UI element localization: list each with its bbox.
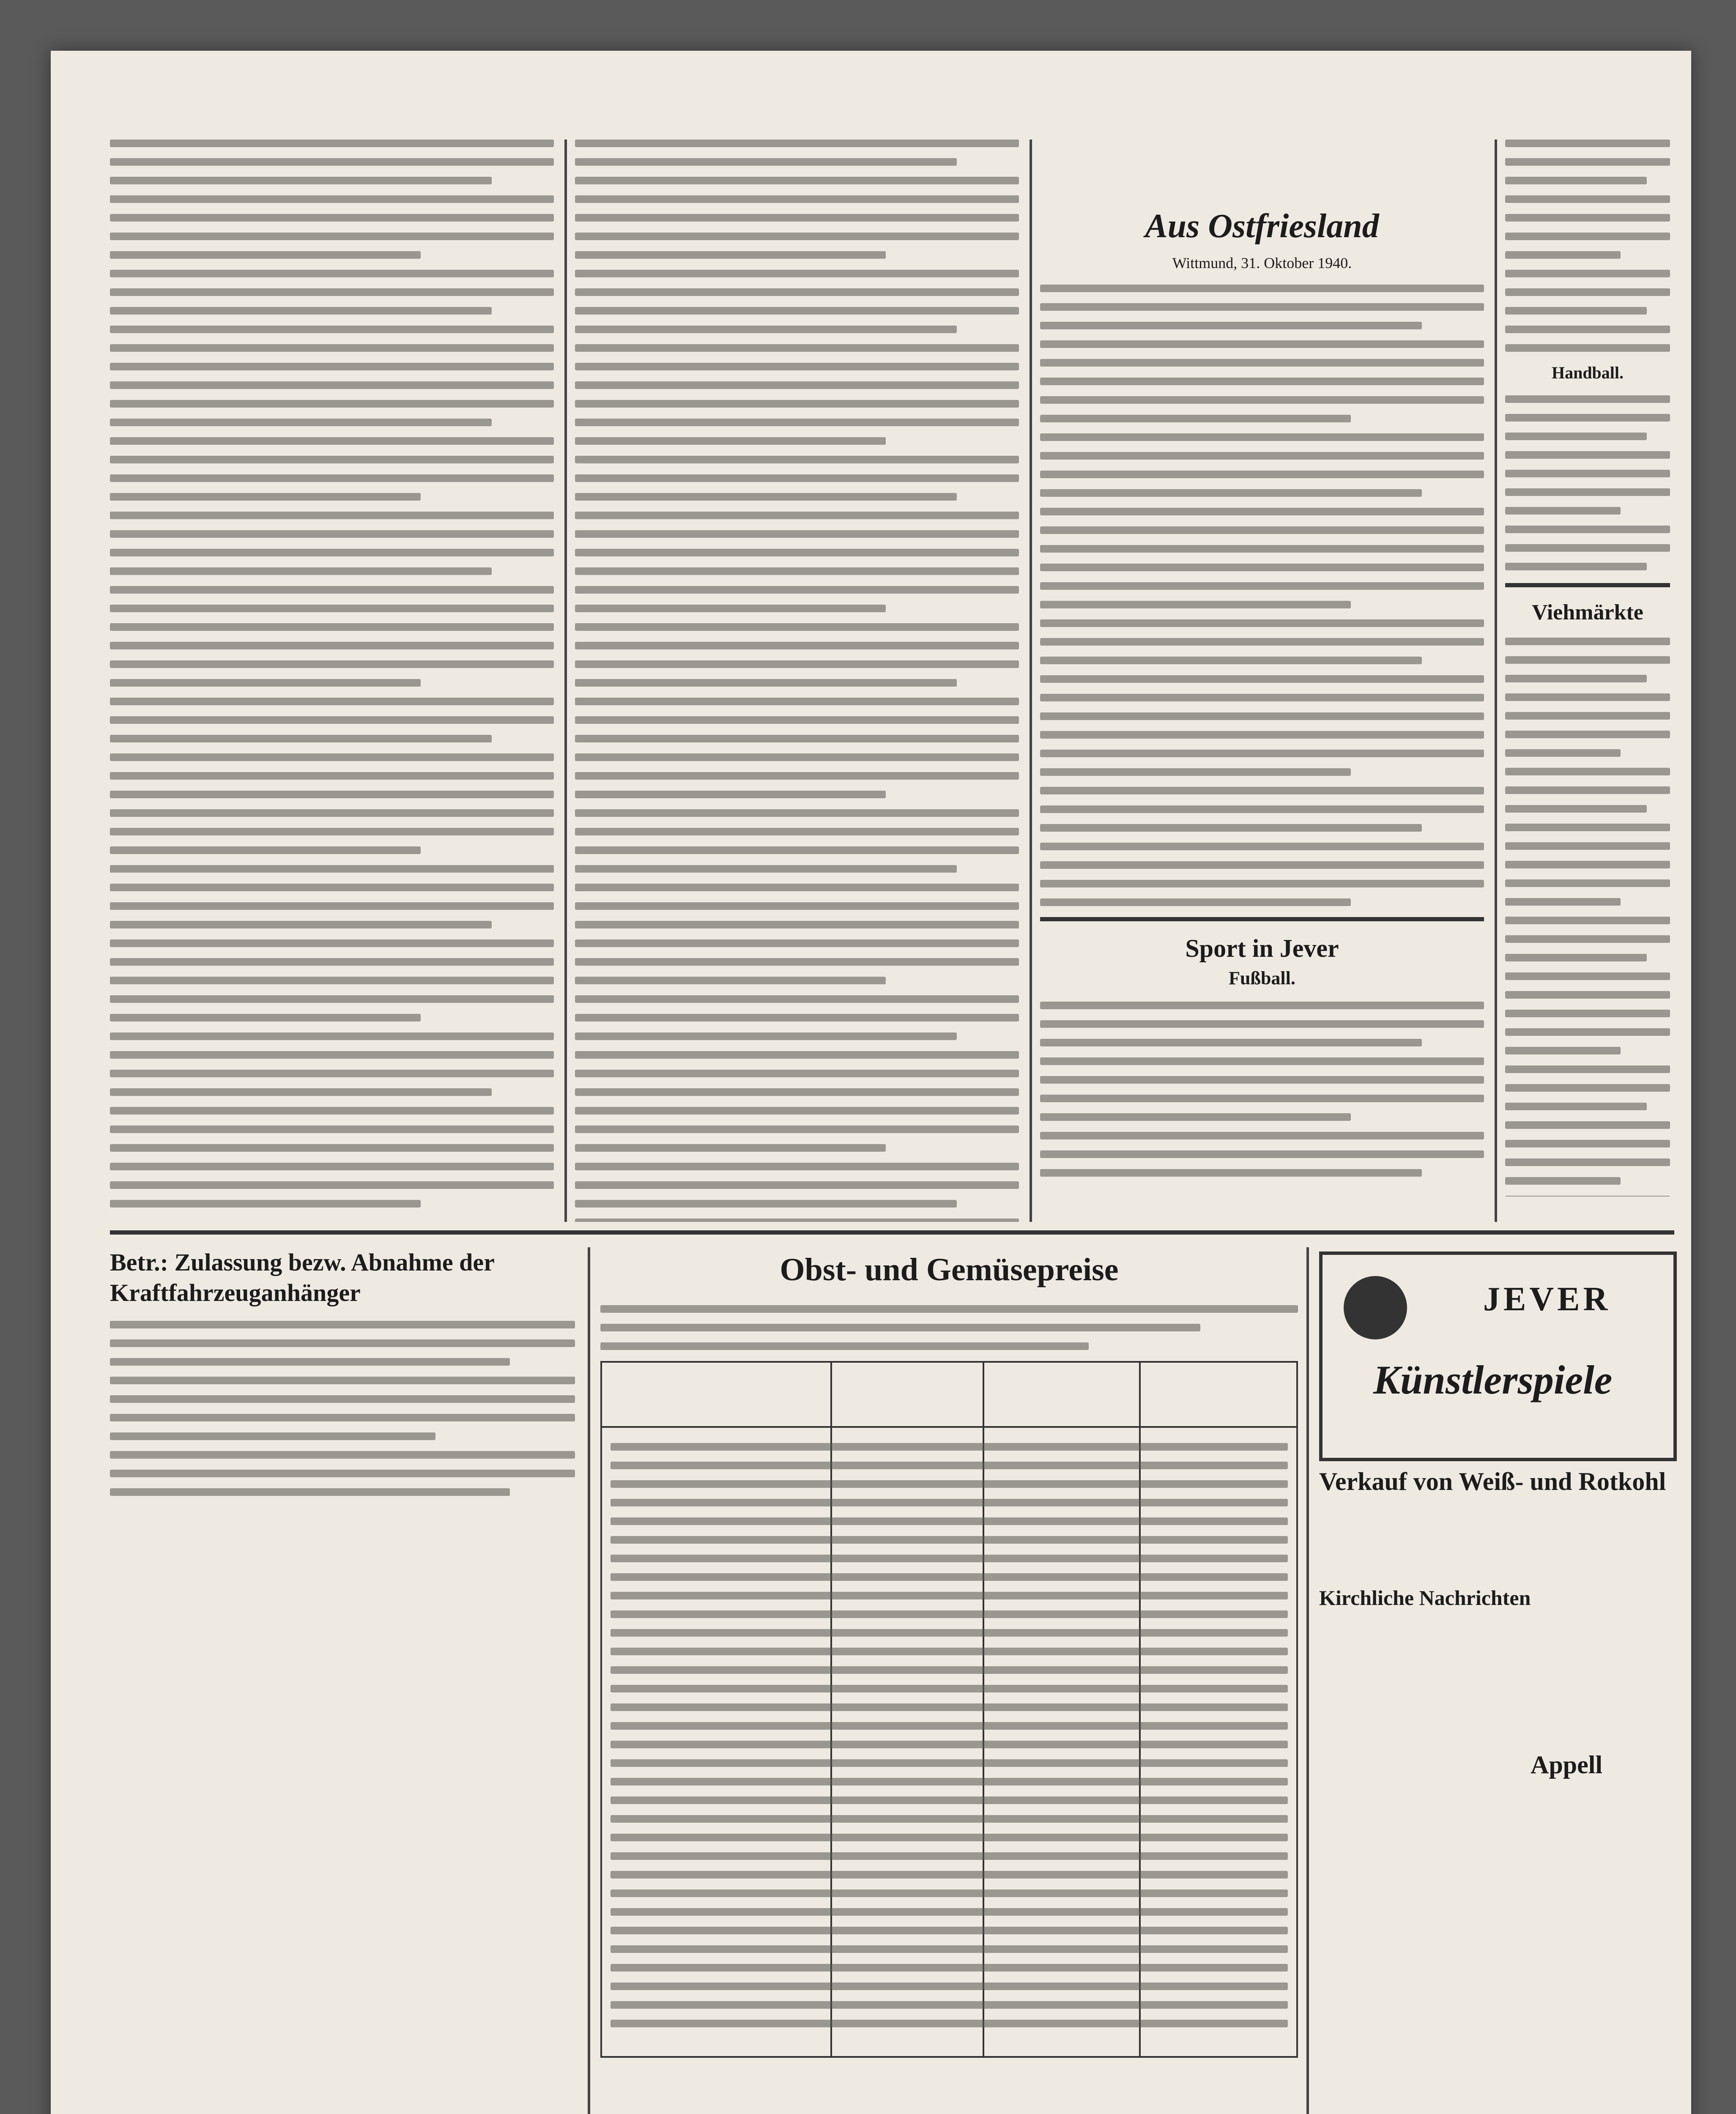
section-divider [110,1230,1674,1235]
football-heading: Fußball. [1229,968,1295,989]
regional-column-heading: Aus Ostfriesland [1145,208,1379,245]
news-column-4 [1505,140,1670,1197]
news-column-1 [110,140,554,1222]
blackout-notice-box [1501,1125,1670,1209]
livestock-heading: Viehmärkte [1532,600,1643,624]
produce-prices [600,1247,1298,2114]
newspaper-page [51,51,1691,2114]
trailer-notice-heading: Betr.: Zulassung bezw. Abnahme der Kraftfahrzeuganhänger [110,1249,494,1306]
cinema-town: JEVER [1483,1281,1611,1318]
regional-dateline: Wittmund, 31. Oktober 1940. [1172,255,1352,271]
swastika-emblem [1344,1276,1407,1339]
produce-prices-heading: Obst- und Gemüsepreise [780,1252,1119,1287]
church-notices: Kirchliche Nachrichten [1319,1586,1531,1610]
news-column-2 [575,140,1019,1222]
cinema-ad [1319,1251,1677,1461]
trailer-notice [110,1247,575,1522]
price-table [600,1361,1298,2058]
handball-heading: Handball. [1551,363,1624,382]
sport-heading: Sport in Jever [1185,934,1339,962]
veterans-ad: Appell [1531,1751,1603,1779]
news-column-3 [1040,140,1484,1222]
cabbage-ad: Verkauf von Weiß- und Rotkohl [1319,1468,1666,1495]
cinema-show: Künstlerspiele [1373,1357,1613,1402]
